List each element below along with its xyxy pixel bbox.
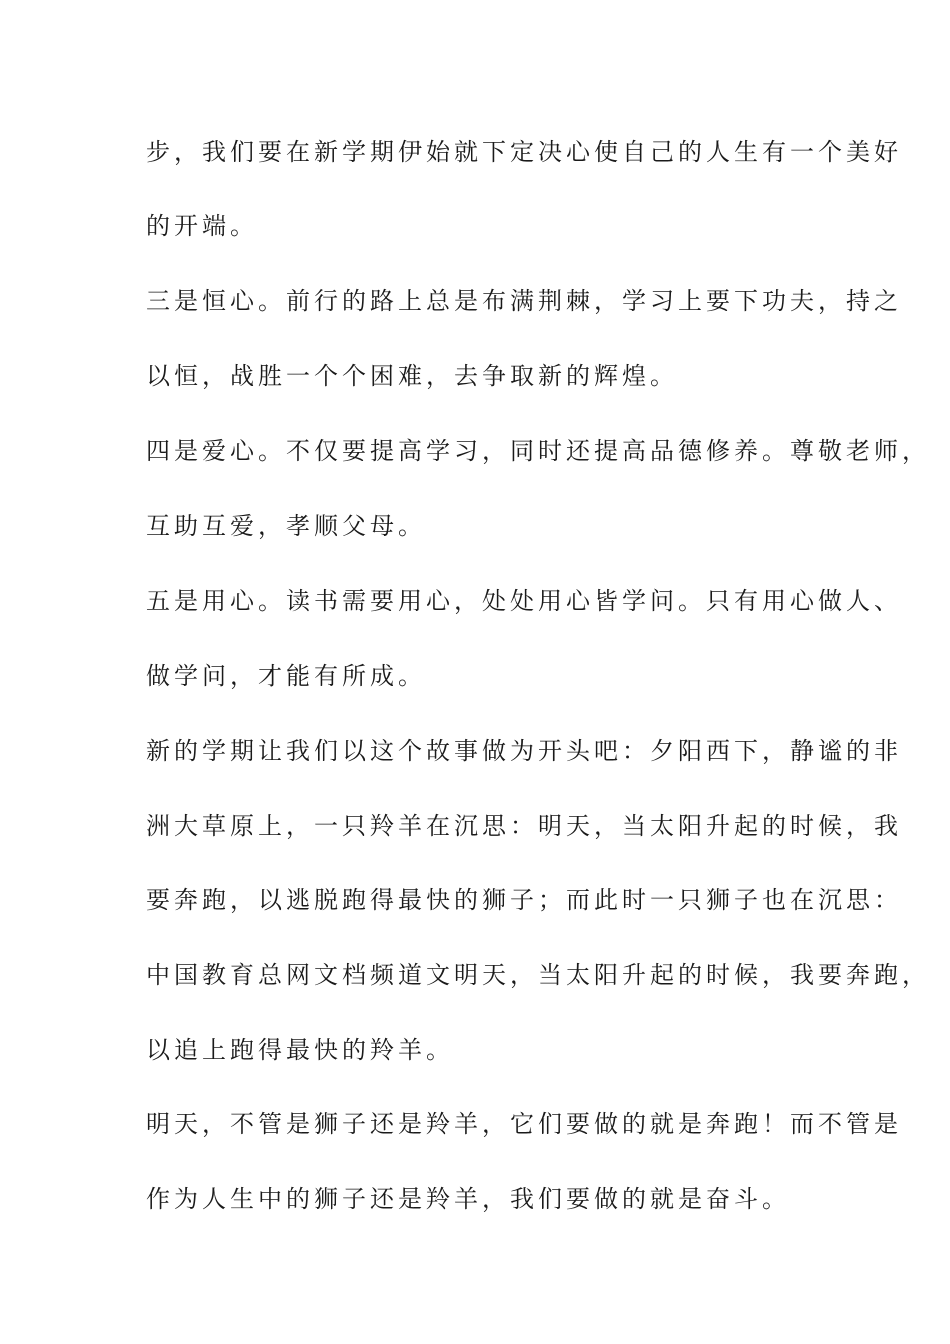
text-line-6: 互助互爱，孝顺父母。 bbox=[146, 512, 426, 540]
text-line-9: 新的学期让我们以这个故事做为开头吧：夕阳西下，静谧的非 bbox=[146, 737, 902, 765]
text-line-2: 的开端。 bbox=[146, 212, 258, 240]
text-line-7: 五是用心。读书需要用心，处处用心皆学问。只有用心做人、 bbox=[146, 587, 902, 615]
text-line-3: 三是恒心。前行的路上总是布满荆棘，学习上要下功夫，持之 bbox=[146, 287, 902, 315]
text-line-12: 中国教育总网文档频道文明天，当太阳升起的时候，我要奔跑， bbox=[146, 961, 930, 989]
text-line-14: 明天，不管是狮子还是羚羊，它们要做的就是奔跑！而不管是 bbox=[146, 1110, 902, 1138]
text-line-11: 要奔跑，以逃脱跑得最快的狮子；而此时一只狮子也在沉思： bbox=[146, 886, 902, 914]
text-line-1: 步，我们要在新学期伊始就下定决心使自己的人生有一个美好 bbox=[146, 138, 902, 166]
text-line-10: 洲大草原上，一只羚羊在沉思：明天，当太阳升起的时候，我 bbox=[146, 812, 902, 840]
text-line-15: 作为人生中的狮子还是羚羊，我们要做的就是奋斗。 bbox=[146, 1185, 790, 1213]
text-line-4: 以恒，战胜一个个困难，去争取新的辉煌。 bbox=[146, 362, 678, 390]
text-line-5: 四是爱心。不仅要提高学习，同时还提高品德修养。尊敬老师， bbox=[146, 437, 930, 465]
text-line-13: 以追上跑得最快的羚羊。 bbox=[146, 1036, 454, 1064]
text-line-8: 做学问，才能有所成。 bbox=[146, 662, 426, 690]
